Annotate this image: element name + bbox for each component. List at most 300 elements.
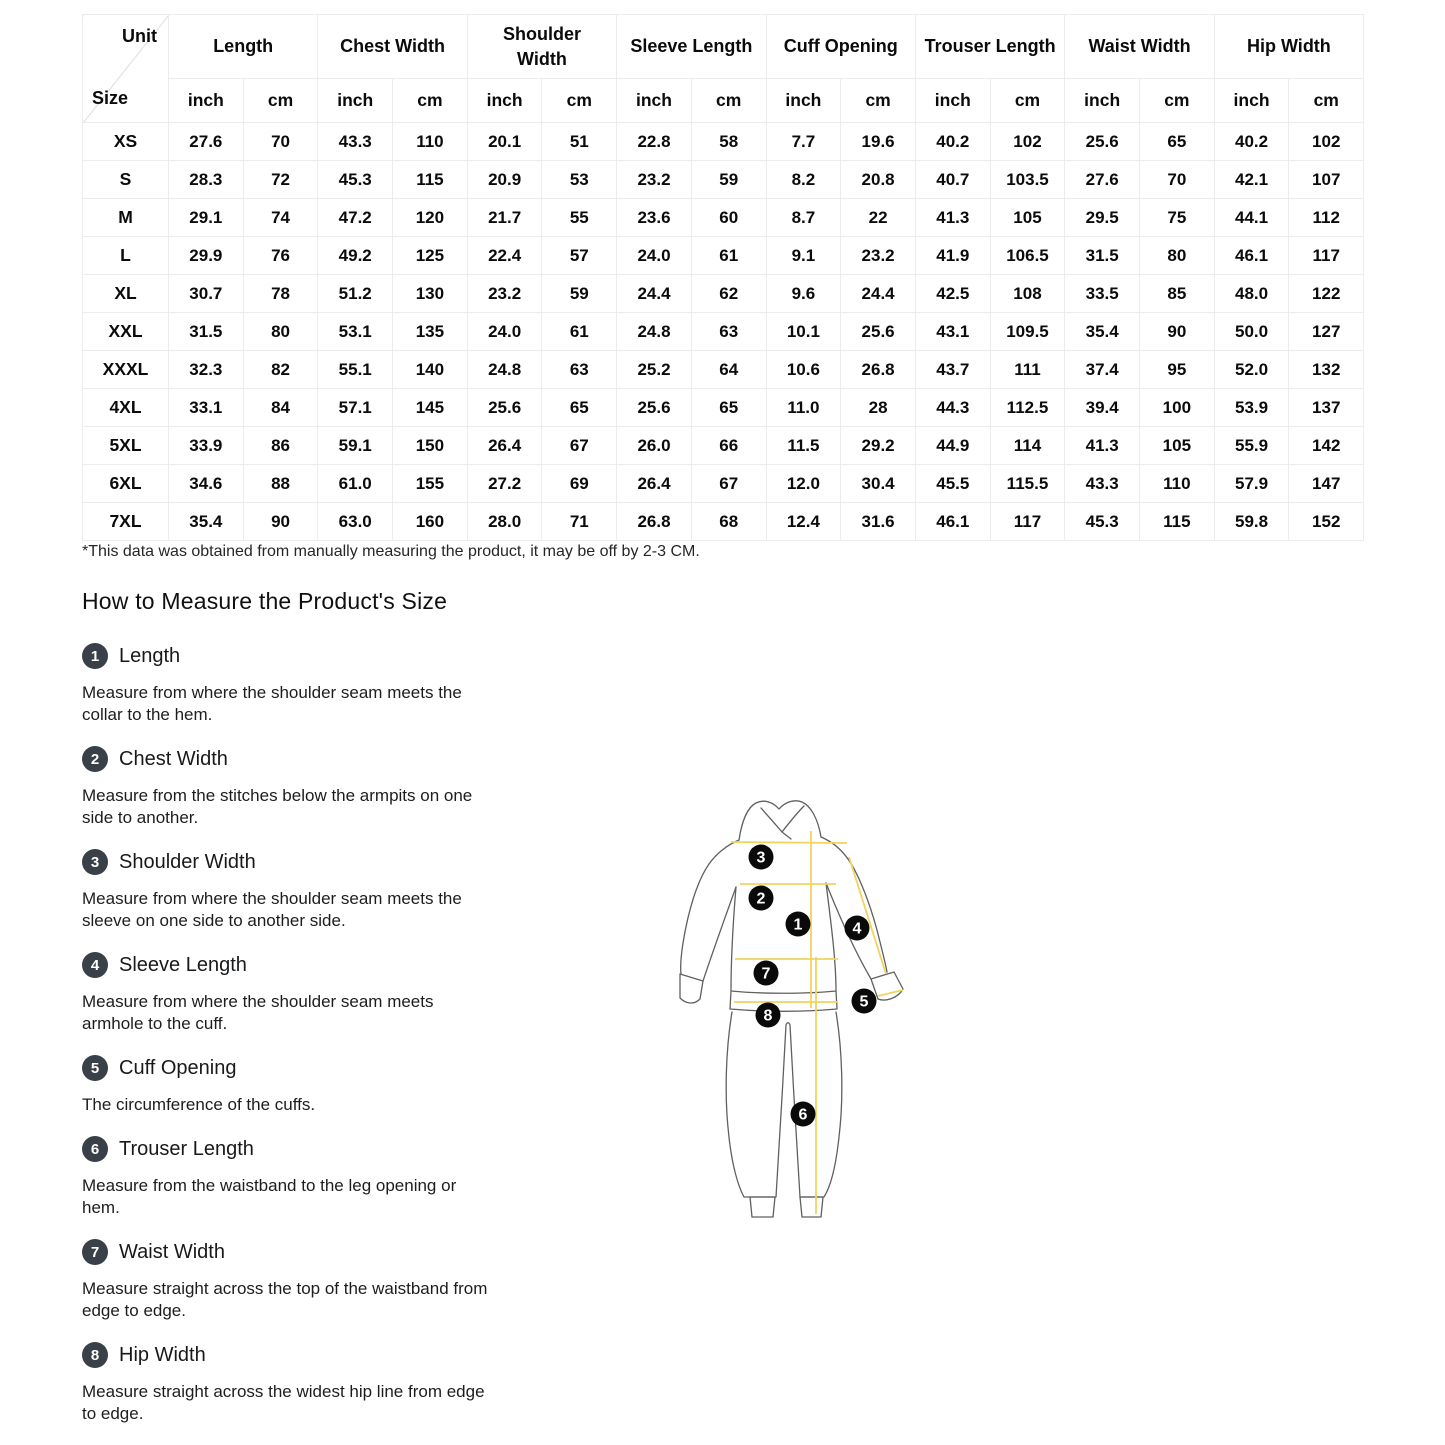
value-cell: 72	[243, 161, 318, 199]
diagram-step-badge	[754, 961, 779, 986]
step-number-badge: 1	[82, 643, 108, 669]
value-cell: 106.5	[990, 237, 1065, 275]
step-number-badge: 4	[82, 952, 108, 978]
value-cell: 12.0	[766, 465, 841, 503]
value-cell: 22	[841, 199, 916, 237]
value-cell: 70	[243, 123, 318, 161]
value-cell: 44.1	[1214, 199, 1289, 237]
measure-item-description	[82, 1381, 568, 1425]
value-cell: 39.4	[1065, 389, 1140, 427]
value-cell: 23.2	[467, 275, 542, 313]
value-cell: 41.9	[915, 237, 990, 275]
size-label: 7XL	[83, 503, 169, 541]
unit-header-inch: inch	[915, 79, 990, 123]
value-cell: 78	[243, 275, 318, 313]
description-line: Measure from where the shoulder seam meets the	[82, 683, 462, 702]
value-cell: 29.1	[169, 199, 244, 237]
value-cell: 62	[691, 275, 766, 313]
diagram-step-number: 6	[798, 1106, 808, 1124]
value-cell: 45.3	[318, 161, 393, 199]
right-sleeve	[821, 837, 887, 979]
description-line: The circumference of the cuffs.	[82, 1095, 316, 1114]
value-cell: 65	[1140, 123, 1215, 161]
value-cell: 55	[542, 199, 617, 237]
value-cell: 74	[243, 199, 318, 237]
value-cell: 105	[990, 199, 1065, 237]
value-cell: 20.9	[467, 161, 542, 199]
diagram-step-badge	[791, 1102, 816, 1127]
table-group-header-row	[83, 15, 1364, 79]
description-line: Measure straight across the widest hip line from edge	[82, 1382, 485, 1401]
value-cell: 24.8	[617, 313, 692, 351]
value-cell: 80	[243, 313, 318, 351]
value-cell: 42.1	[1214, 161, 1289, 199]
value-cell: 44.3	[915, 389, 990, 427]
value-cell: 34.6	[169, 465, 244, 503]
value-cell: 57.1	[318, 389, 393, 427]
corner-size-label: Size	[92, 88, 129, 108]
description-line: armhole to the cuff.	[82, 1014, 228, 1033]
value-cell: 58	[691, 123, 766, 161]
unit-header-cm: cm	[1140, 79, 1215, 123]
value-cell: 22.4	[467, 237, 542, 275]
value-cell: 27.6	[169, 123, 244, 161]
value-cell: 71	[542, 503, 617, 541]
value-cell: 43.3	[1065, 465, 1140, 503]
column-group-header: Hip Width	[1214, 15, 1363, 79]
value-cell: 82	[243, 351, 318, 389]
measure-item-label: Shoulder Width	[119, 850, 256, 873]
value-cell: 33.9	[169, 427, 244, 465]
value-cell: 33.1	[169, 389, 244, 427]
measure-item	[82, 746, 568, 829]
value-cell: 105	[1140, 427, 1215, 465]
value-cell: 30.4	[841, 465, 916, 503]
hood-opening	[761, 806, 804, 839]
value-cell: 145	[393, 389, 468, 427]
measure-item-description	[82, 991, 568, 1035]
value-cell: 23.2	[841, 237, 916, 275]
diagram-step-badge	[756, 1003, 781, 1028]
measure-item	[82, 643, 568, 726]
value-cell: 44.9	[915, 427, 990, 465]
size-label: XL	[83, 275, 169, 313]
value-cell: 65	[542, 389, 617, 427]
measure-item-label: Length	[119, 644, 181, 667]
description-line: to edge.	[82, 1404, 144, 1423]
diagram-step-badge	[749, 845, 774, 870]
value-cell: 85	[1140, 275, 1215, 313]
value-cell: 8.2	[766, 161, 841, 199]
value-cell: 9.1	[766, 237, 841, 275]
table-row	[83, 389, 1364, 427]
description-line: Measure from where the shoulder seam meets	[82, 992, 434, 1011]
diagram-step-badges	[749, 845, 877, 1127]
value-cell: 52.0	[1214, 351, 1289, 389]
table-row	[83, 237, 1364, 275]
value-cell: 43.3	[318, 123, 393, 161]
measurement-line-sleeve	[849, 857, 886, 974]
value-cell: 117	[990, 503, 1065, 541]
value-cell: 24.0	[617, 237, 692, 275]
diagram-step-badge	[845, 916, 870, 941]
value-cell: 33.5	[1065, 275, 1140, 313]
value-cell: 60	[691, 199, 766, 237]
description-line: collar to the hem.	[82, 705, 213, 724]
measure-item	[82, 1055, 568, 1116]
value-cell: 48.0	[1214, 275, 1289, 313]
column-group-header: Sleeve Length	[617, 15, 766, 79]
measure-item-label: Cuff Opening	[119, 1056, 237, 1079]
right-sleeve-cuff	[871, 972, 903, 1000]
value-cell: 51.2	[318, 275, 393, 313]
value-cell: 59.8	[1214, 503, 1289, 541]
value-cell: 37.4	[1065, 351, 1140, 389]
unit-header-cm: cm	[1289, 79, 1364, 123]
value-cell: 59	[542, 275, 617, 313]
value-cell: 63	[691, 313, 766, 351]
value-cell: 27.6	[1065, 161, 1140, 199]
unit-header-inch: inch	[1065, 79, 1140, 123]
value-cell: 142	[1289, 427, 1364, 465]
value-cell: 41.3	[1065, 427, 1140, 465]
diagram-step-number: 7	[761, 965, 771, 983]
value-cell: 63	[542, 351, 617, 389]
value-cell: 61.0	[318, 465, 393, 503]
value-cell: 109.5	[990, 313, 1065, 351]
step-number-badge: 8	[82, 1342, 108, 1368]
value-cell: 103.5	[990, 161, 1065, 199]
measure-item-description	[82, 1175, 568, 1219]
measure-item-description	[82, 785, 568, 829]
measure-item-header	[82, 746, 568, 772]
value-cell: 67	[691, 465, 766, 503]
unit-header-inch: inch	[169, 79, 244, 123]
value-cell: 28.3	[169, 161, 244, 199]
value-cell: 26.8	[841, 351, 916, 389]
size-label: XXL	[83, 313, 169, 351]
value-cell: 45.3	[1065, 503, 1140, 541]
value-cell: 46.1	[915, 503, 990, 541]
value-cell: 31.5	[169, 313, 244, 351]
value-cell: 90	[243, 503, 318, 541]
value-cell: 107	[1289, 161, 1364, 199]
value-cell: 53	[542, 161, 617, 199]
table-row	[83, 199, 1364, 237]
value-cell: 88	[243, 465, 318, 503]
measure-item-header	[82, 1342, 568, 1368]
value-cell: 29.5	[1065, 199, 1140, 237]
value-cell: 114	[990, 427, 1065, 465]
step-number-badge: 5	[82, 1055, 108, 1081]
value-cell: 35.4	[1065, 313, 1140, 351]
value-cell: 49.2	[318, 237, 393, 275]
diagram-step-number: 5	[859, 993, 869, 1011]
value-cell: 8.7	[766, 199, 841, 237]
value-cell: 43.7	[915, 351, 990, 389]
hood-outline	[739, 801, 821, 840]
measure-item-header	[82, 643, 568, 669]
column-group-header: Waist Width	[1065, 15, 1214, 79]
value-cell: 23.2	[617, 161, 692, 199]
diagram-step-number: 4	[852, 920, 862, 938]
value-cell: 65	[691, 389, 766, 427]
value-cell: 10.6	[766, 351, 841, 389]
value-cell: 122	[1289, 275, 1364, 313]
hoodie-body	[731, 883, 836, 993]
value-cell: 25.2	[617, 351, 692, 389]
measure-item-header	[82, 1055, 568, 1081]
unit-header-cm: cm	[542, 79, 617, 123]
value-cell: 76	[243, 237, 318, 275]
value-cell: 102	[990, 123, 1065, 161]
value-cell: 26.8	[617, 503, 692, 541]
measure-item	[82, 1136, 568, 1219]
value-cell: 24.4	[617, 275, 692, 313]
value-cell: 135	[393, 313, 468, 351]
measurement-disclaimer: *This data was obtained from manually measuring the product, it may be off by 2-3 CM.	[82, 543, 700, 560]
column-group-header: Chest Width	[318, 15, 467, 79]
measure-steps-list	[82, 643, 568, 1425]
value-cell: 31.5	[1065, 237, 1140, 275]
size-label: XS	[83, 123, 169, 161]
left-sleeve	[681, 840, 739, 981]
value-cell: 29.2	[841, 427, 916, 465]
value-cell: 26.4	[617, 465, 692, 503]
value-cell: 115.5	[990, 465, 1065, 503]
value-cell: 80	[1140, 237, 1215, 275]
value-cell: 10.1	[766, 313, 841, 351]
value-cell: 64	[691, 351, 766, 389]
measure-item-header	[82, 849, 568, 875]
diagram-step-badge	[852, 989, 877, 1014]
description-line: Measure from the stitches below the armpits on one	[82, 786, 473, 805]
value-cell: 28.0	[467, 503, 542, 541]
measure-item-label: Hip Width	[119, 1343, 206, 1366]
description-line: Measure from the waistband to the leg opening or	[82, 1176, 457, 1195]
measurement-line-shoulder	[731, 842, 847, 843]
value-cell: 90	[1140, 313, 1215, 351]
value-cell: 115	[393, 161, 468, 199]
trouser-ankle-cuffs	[750, 1197, 823, 1217]
value-cell: 46.1	[1214, 237, 1289, 275]
value-cell: 24.8	[467, 351, 542, 389]
value-cell: 21.7	[467, 199, 542, 237]
value-cell: 28	[841, 389, 916, 427]
value-cell: 53.1	[318, 313, 393, 351]
value-cell: 25.6	[1065, 123, 1140, 161]
value-cell: 24.0	[467, 313, 542, 351]
value-cell: 41.3	[915, 199, 990, 237]
value-cell: 47.2	[318, 199, 393, 237]
measure-item-label: Chest Width	[119, 747, 228, 770]
how-to-measure-section	[82, 588, 568, 1425]
value-cell: 25.6	[617, 389, 692, 427]
size-label: 6XL	[83, 465, 169, 503]
measure-item	[82, 952, 568, 1035]
value-cell: 42.5	[915, 275, 990, 313]
value-cell: 11.5	[766, 427, 841, 465]
value-cell: 66	[691, 427, 766, 465]
size-label: XXXL	[83, 351, 169, 389]
table-row	[83, 313, 1364, 351]
value-cell: 30.7	[169, 275, 244, 313]
value-cell: 53.9	[1214, 389, 1289, 427]
value-cell: 67	[542, 427, 617, 465]
table-row	[83, 465, 1364, 503]
unit-header-inch: inch	[766, 79, 841, 123]
value-cell: 140	[393, 351, 468, 389]
value-cell: 150	[393, 427, 468, 465]
measure-item-description	[82, 682, 568, 726]
measure-item-label: Sleeve Length	[119, 953, 247, 976]
value-cell: 110	[393, 123, 468, 161]
unit-header-inch: inch	[617, 79, 692, 123]
unit-header-cm: cm	[243, 79, 318, 123]
value-cell: 102	[1289, 123, 1364, 161]
unit-header-inch: inch	[318, 79, 393, 123]
size-label: 4XL	[83, 389, 169, 427]
size-chart-table	[82, 14, 1364, 541]
measure-item-header	[82, 1136, 568, 1162]
value-cell: 24.4	[841, 275, 916, 313]
value-cell: 70	[1140, 161, 1215, 199]
step-number-badge: 3	[82, 849, 108, 875]
value-cell: 11.0	[766, 389, 841, 427]
value-cell: 68	[691, 503, 766, 541]
measure-item	[82, 1239, 568, 1322]
measure-item-description	[82, 1278, 568, 1322]
value-cell: 69	[542, 465, 617, 503]
unit-header-cm: cm	[691, 79, 766, 123]
value-cell: 20.1	[467, 123, 542, 161]
value-cell: 160	[393, 503, 468, 541]
value-cell: 26.0	[617, 427, 692, 465]
measurement-diagram	[640, 760, 960, 1230]
unit-header-cm: cm	[841, 79, 916, 123]
measure-item	[82, 1342, 568, 1425]
value-cell: 112	[1289, 199, 1364, 237]
value-cell: 59.1	[318, 427, 393, 465]
value-cell: 57.9	[1214, 465, 1289, 503]
value-cell: 127	[1289, 313, 1364, 351]
column-group-header: Shoulder Width	[467, 15, 616, 79]
value-cell: 40.2	[915, 123, 990, 161]
diagram-step-number: 3	[756, 849, 766, 867]
size-label: S	[83, 161, 169, 199]
diagram-step-number: 1	[793, 916, 803, 934]
measure-item-label: Waist Width	[119, 1240, 225, 1263]
value-cell: 25.6	[841, 313, 916, 351]
value-cell: 59	[691, 161, 766, 199]
value-cell: 112.5	[990, 389, 1065, 427]
value-cell: 25.6	[467, 389, 542, 427]
value-cell: 51	[542, 123, 617, 161]
description-line: hem.	[82, 1198, 120, 1217]
column-group-header: Cuff Opening	[766, 15, 915, 79]
table-row	[83, 351, 1364, 389]
value-cell: 84	[243, 389, 318, 427]
unit-size-corner-cell	[83, 15, 169, 123]
value-cell: 125	[393, 237, 468, 275]
value-cell: 108	[990, 275, 1065, 313]
description-line: side to another.	[82, 808, 199, 827]
value-cell: 110	[1140, 465, 1215, 503]
value-cell: 32.3	[169, 351, 244, 389]
value-cell: 55.1	[318, 351, 393, 389]
value-cell: 50.0	[1214, 313, 1289, 351]
measure-item-description	[82, 888, 568, 932]
measure-item-header	[82, 952, 568, 978]
value-cell: 152	[1289, 503, 1364, 541]
value-cell: 95	[1140, 351, 1215, 389]
corner-unit-label: Unit	[122, 26, 157, 46]
measure-item-description	[82, 1094, 568, 1116]
value-cell: 147	[1289, 465, 1364, 503]
value-cell: 115	[1140, 503, 1215, 541]
value-cell: 22.8	[617, 123, 692, 161]
measure-item	[82, 849, 568, 932]
step-number-badge: 6	[82, 1136, 108, 1162]
table-row	[83, 161, 1364, 199]
diagram-step-number: 2	[756, 890, 766, 908]
value-cell: 120	[393, 199, 468, 237]
value-cell: 27.2	[467, 465, 542, 503]
description-line: sleeve on one side to another side.	[82, 911, 346, 930]
step-number-badge: 7	[82, 1239, 108, 1265]
table-row	[83, 123, 1364, 161]
value-cell: 7.7	[766, 123, 841, 161]
value-cell: 100	[1140, 389, 1215, 427]
unit-header-inch: inch	[467, 79, 542, 123]
value-cell: 132	[1289, 351, 1364, 389]
diagram-step-number: 8	[763, 1007, 773, 1025]
value-cell: 40.7	[915, 161, 990, 199]
table-row	[83, 427, 1364, 465]
unit-header-cm: cm	[393, 79, 468, 123]
left-sleeve-cuff	[680, 974, 703, 1003]
column-group-header: Length	[169, 15, 318, 79]
value-cell: 57	[542, 237, 617, 275]
value-cell: 35.4	[169, 503, 244, 541]
value-cell: 20.8	[841, 161, 916, 199]
value-cell: 61	[691, 237, 766, 275]
description-line: Measure from where the shoulder seam meets the	[82, 889, 462, 908]
value-cell: 43.1	[915, 313, 990, 351]
value-cell: 31.6	[841, 503, 916, 541]
value-cell: 26.4	[467, 427, 542, 465]
value-cell: 137	[1289, 389, 1364, 427]
value-cell: 155	[393, 465, 468, 503]
value-cell: 55.9	[1214, 427, 1289, 465]
value-cell: 40.2	[1214, 123, 1289, 161]
value-cell: 12.4	[766, 503, 841, 541]
size-label: 5XL	[83, 427, 169, 465]
diagram-step-badge	[786, 912, 811, 937]
value-cell: 19.6	[841, 123, 916, 161]
section-title: How to Measure the Product's Size	[82, 588, 448, 614]
size-label: L	[83, 237, 169, 275]
value-cell: 61	[542, 313, 617, 351]
value-cell: 29.9	[169, 237, 244, 275]
value-cell: 111	[990, 351, 1065, 389]
unit-header-inch: inch	[1214, 79, 1289, 123]
value-cell: 86	[243, 427, 318, 465]
diagram-step-badge	[749, 886, 774, 911]
table-row	[83, 503, 1364, 541]
value-cell: 130	[393, 275, 468, 313]
value-cell: 9.6	[766, 275, 841, 313]
